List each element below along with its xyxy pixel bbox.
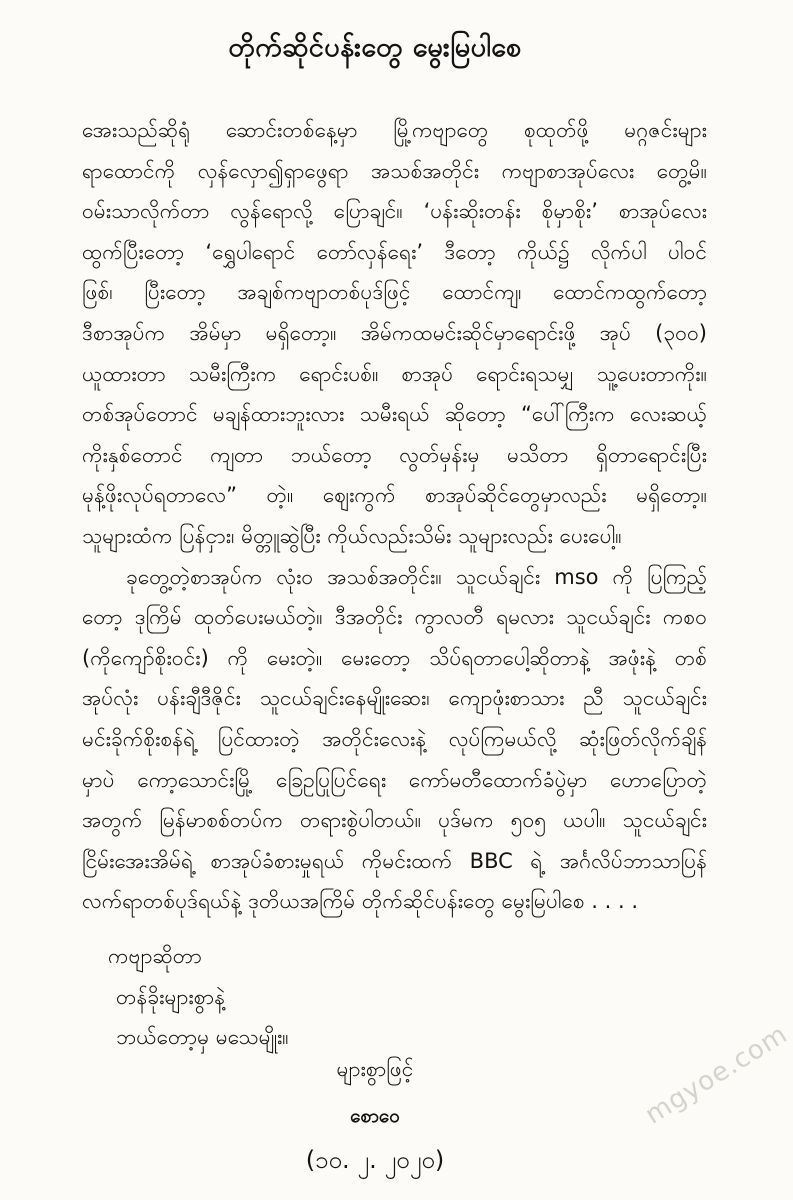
text-line: ထွက်ပြီးတော့ ‘ရွှေပါရောင် တော်လှန်ရေး’ ဒီတော့ ကိုယ်၌ လိုက်ပါ ပါဝင် [82, 239, 707, 264]
text-line: အတွက် မြန်မာစစ်တပ်က တရားစွဲပါတယ်။ ပုဒ်မက ၅၀၅ ယပါ။ သူငယ်ချင်း [82, 808, 707, 833]
poem-block [108, 936, 289, 1058]
body-text [82, 110, 707, 922]
text-line: လက်ရာတစ်ပုဒ်ရယ်နဲ့ ဒုတိယအကြိမ် တိုက်ဆိုင်ပန်းတွေ မွေးမြပါစေ . . . . [82, 889, 639, 914]
text-line: မှာပဲ ကော့သောင်းမြို့ ခြေဥပြုပြင်ရေး ကော်မတီထောက်ခံပွဲမှာ ဟောပြောတဲ့ [82, 767, 707, 792]
text-line: တော့ ဒုကြိမ် ထုတ်ပေးမယ်တဲ့။ ဒီအတိုင်း ကွာလတီ ရမလား သူငယ်ချင်း ကစ၀ [82, 605, 707, 630]
text-line: ငြိမ်းအေးအိမ်ရဲ့ စာအုပ်ခံစားမှုရယ် ကိုမင်းထက် BBC ရဲ့ အင်္ဂလိပ်ဘာသာပြန် [82, 848, 707, 873]
text-line: ကိုးနှစ်တောင် ကျတာ ဘယ်တော့ လွတ်မှန်းမှ မသိတာ ရှိတာရောင်းပြီး [82, 442, 707, 467]
text-line: တစ်အုပ်တောင် မချန်ထားဘူးလား သမီးရယ် ဆိုတော့ “ပေါ်ကြီးက လေးဆယ့် [82, 402, 707, 427]
author-name: စောဝေ [350, 1105, 400, 1127]
text-line: ဒီစာအုပ်က အိမ်မှာ မရှိတော့။ အိမ်ကထမင်းဆိုင်မှာရောင်းဖို့ အုပ် (၃၀၀) [82, 320, 707, 345]
text-line: မုန့်ဖိုးလုပ်ရတာလေ” တဲ့။ ဈေးကွက် စာအုပ်ဆိုင်တွေမှာလည်း မရှိတော့။ [82, 483, 707, 508]
text-line: ယူထားတာ သမီးကြီးက ရောင်းပစ်။ စာအုပ် ရောင်းရသမျှ သူ့ပေးတာကိုး။ [82, 361, 707, 386]
poem-line: ကဗျာဆိုတာ [108, 944, 202, 968]
watermark: mgyoe.com [640, 1019, 793, 1131]
text-line: အုပ်လုံး ပန်းချီဒီဇိုင်း သူငယ်ချင်းနေမျိုးဆေး၊ ကျောဖုံးစာသား ညီ သူငယ်ချင်း [82, 686, 707, 711]
closing-text: များစွာဖြင့် [336, 1057, 414, 1081]
document-title: တိုက်ဆိုင်ပန်းတွေ မွေးမြပါစေ [228, 32, 522, 63]
text-line: ရာထောင်ကို လှန်လှော၍ရှာဖွေရာ အသစ်အတိုင်း ကဗျာစာအုပ်လေး တွေ့မိ။ [82, 158, 707, 183]
text-line: ဝမ်းသာလိုက်တာ လွန်ရောလို့ ပြောချင်။ ‘ပန်းဆိုးတန်း စိုမှာစိုး’ စာအုပ်လေး [82, 199, 707, 224]
poem-line: ဘယ်တော့မှ မသေမျိုး။ [116, 1025, 289, 1050]
text-line: (ကိုကျော်စိုးဝင်း) ကို မေးတဲ့။ မေးတော့ သိပ်ရတာပေါ့ဆိုတာနဲ့ အဖုံးနဲ့ တစ် [82, 645, 707, 670]
text-line: အေးသည်ဆိုရုံ ဆောင်းတစ်နေ့မှာ မြို့ကဗျာတွေ စုထုတ်ဖို့ မဂ္ဂဇင်းများ [82, 118, 707, 142]
text-line: မင်းခိုက်စိုးစန်ရဲ့ ပြင်ထားတဲ့ အတိုင်းလေးနဲ့ လုပ်ကြမယ်လို့ ဆုံးဖြတ်လိုက်ချိန် [82, 726, 707, 751]
text-line: ဖြစ်၊ ပြီးတော့ အချစ်ကဗျာတစ်ပုဒ်ဖြင့် ထောင်ကျ၊ ထောင်ကထွက်တော့ [82, 280, 707, 305]
poem-line: တန်ခိုးများစွာနဲ့ [116, 984, 226, 1009]
document-date: (၁၀. ၂. ၂၀၂၀) [305, 1146, 445, 1174]
text-line: သူများထံက ပြန်ငှား၊ မိတ္တူဆွဲပြီး ကိုယ်လည်းသိမ်း သူများလည်း ပေးပေါ့။ [82, 523, 622, 548]
text-line: ခုတွေ့တဲ့စာအုပ်က လုံး၀ အသစ်အတိုင်း။ သူငယ်ချင်း mso ကို ပြကြည့် [126, 564, 707, 589]
